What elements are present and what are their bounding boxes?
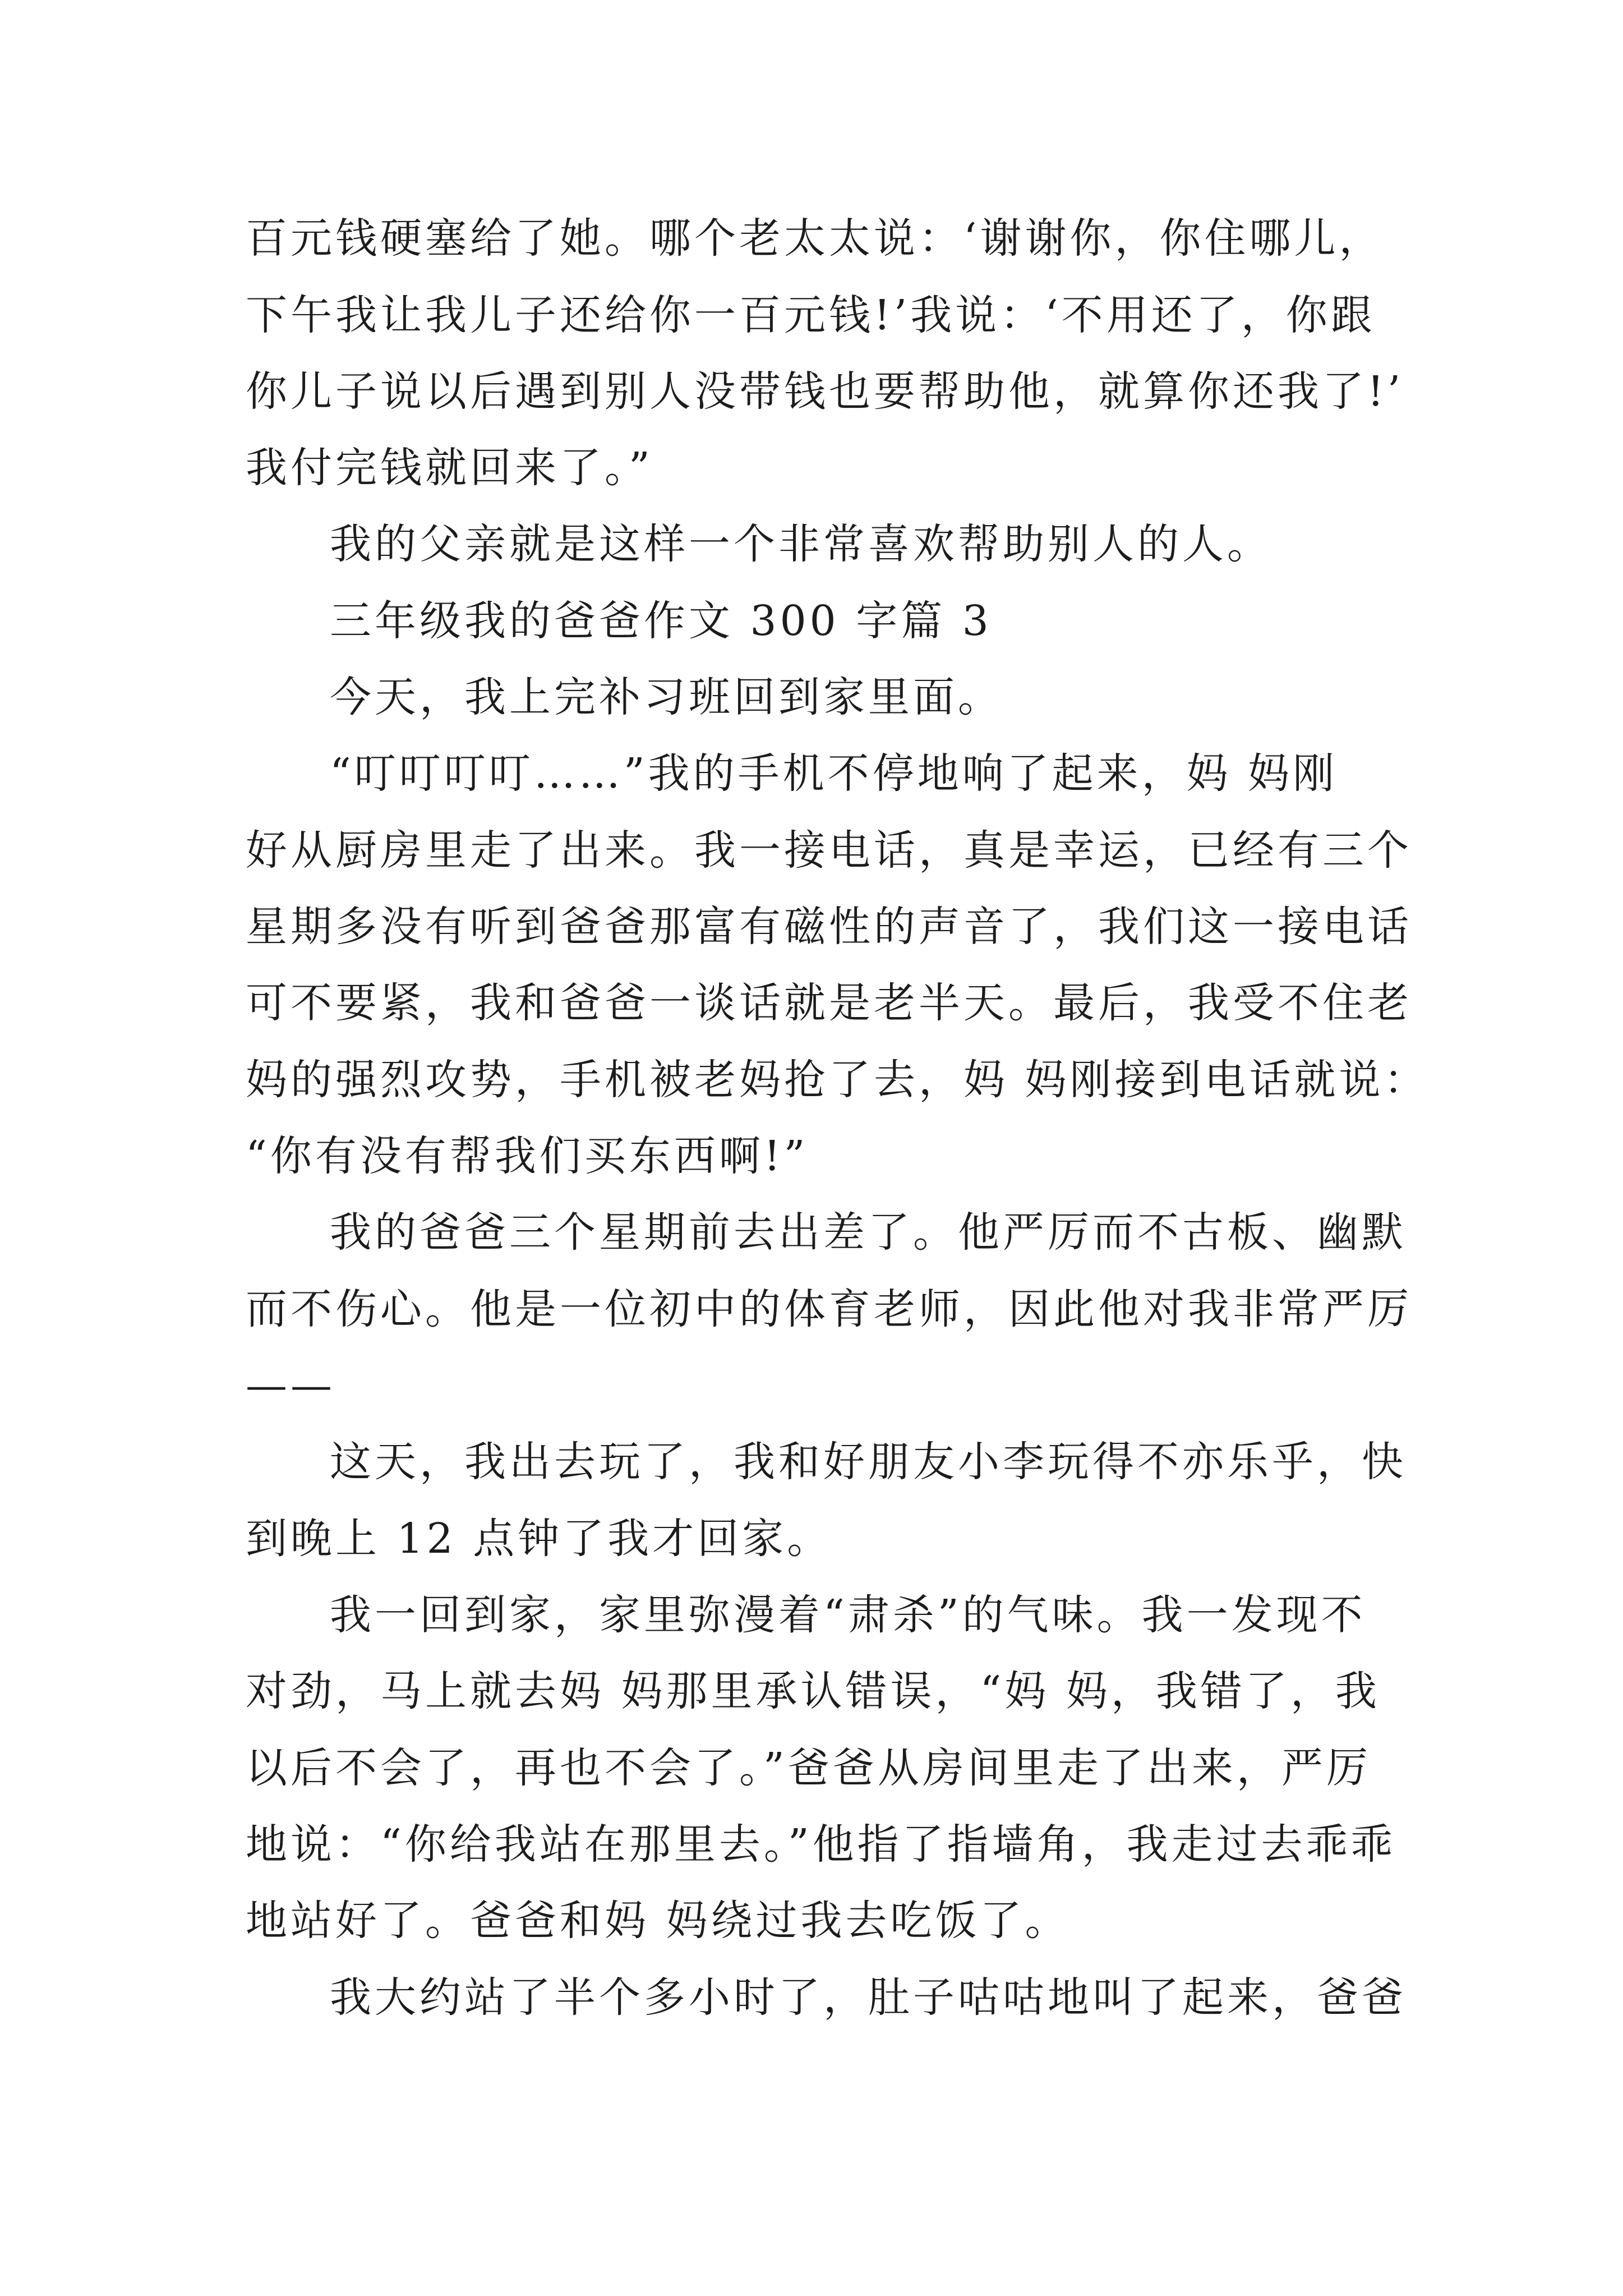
- text-line: 可不要紧，我和爸爸一谈话就是老半天。最后，我受不住老: [246, 979, 1412, 1027]
- text-line: “叮叮叮叮……”我的手机不停地响了起来，妈 妈刚: [330, 749, 1338, 798]
- text-line: 我的爸爸三个星期前去出差了。他严厉而不古板、幽默: [330, 1208, 1407, 1257]
- text-line: 星期多没有听到爸爸那富有磁性的声音了，我们这一接电话: [246, 903, 1412, 951]
- text-line: 而不伤心。他是一位初中的体育老师，因此他对我非常严厉: [246, 1285, 1412, 1333]
- text-line: 我大约站了半个多小时了，肚子咕咕地叫了起来，爸爸: [330, 1973, 1407, 2022]
- text-line: 地说：“你给我站在那里去。”他指了指墙角，我走过去乖乖: [246, 1820, 1396, 1869]
- text-line: ——: [246, 1361, 335, 1410]
- text-line: 我付完钱就回来了。”: [246, 444, 653, 492]
- text-line: 下午我让我儿子还给你一百元钱!’我说：‘不用还了，你跟: [246, 291, 1376, 339]
- text-line: 这天，我出去玩了，我和好朋友小李玩得不亦乐乎，快: [330, 1438, 1407, 1486]
- text-line: 百元钱硬塞给了她。哪个老太太说：‘谢谢你，你住哪儿，: [246, 214, 1384, 263]
- text-line: 以后不会了，再也不会了。”爸爸从房间里走了出来，严厉: [246, 1744, 1371, 1792]
- text-line: 今天，我上完补习班回到家里面。: [330, 673, 1003, 721]
- text-line: 好从厨房里走了出来。我一接电话，真是幸运，已经有三个: [246, 826, 1412, 875]
- text-line: 地站好了。爸爸和妈 妈绕过我去吃饭了。: [246, 1897, 1070, 1945]
- text-line: 你儿子说以后遇到别人没带钱也要帮助他，就算你还我了!’: [246, 367, 1404, 416]
- section-heading: 三年级我的爸爸作文 300 字篇 3: [330, 597, 992, 645]
- text-line: 到晚上 12 点钟了我才回家。: [246, 1515, 832, 1563]
- text-line: 对劲，马上就去妈 妈那里承认错误，“妈 妈，我错了，我: [246, 1667, 1380, 1715]
- text-line: 妈的强烈攻势，手机被老妈抢了去，妈 妈刚接到电话就说：: [246, 1056, 1429, 1104]
- text-line: 我的父亲就是这样一个非常喜欢帮助别人的人。: [330, 520, 1272, 568]
- text-line: “你有没有帮我们买东西啊!”: [246, 1132, 809, 1180]
- text-line: 我一回到家，家里弥漫着“肃杀”的气味。我一发现不: [330, 1591, 1366, 1639]
